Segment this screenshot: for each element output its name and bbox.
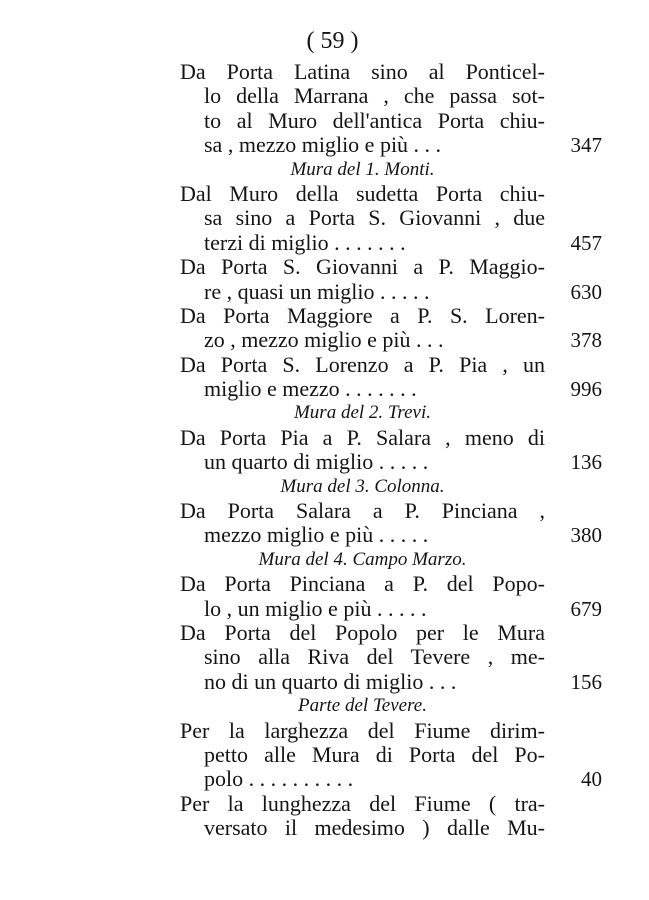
text-line — [180, 132, 602, 158]
text-line — [180, 182, 545, 206]
distance-value: 136 — [570, 450, 602, 475]
text-line — [180, 499, 545, 523]
line-text: Da Porta Latina sino al Ponticel- — [180, 59, 545, 84]
text-line — [180, 109, 545, 133]
line-text: petto alle Mura di Porta del Po- — [204, 741, 545, 767]
line-text: Da Porta S. Lorenzo a P. Pia , un — [180, 351, 545, 377]
line-text: Da Porta Salara a P. Pinciana , — [180, 498, 545, 524]
text-line — [180, 743, 545, 767]
distance-value: 156 — [570, 669, 602, 694]
line-text: Da Porta del Popolo per le Mura — [180, 619, 545, 645]
distance-value: 40 — [581, 767, 602, 792]
line-text: un quarto di miglio . . . . . — [204, 449, 429, 475]
text-line — [180, 376, 602, 402]
line-text: Mura del 3. Colonna. — [280, 475, 445, 497]
line-text: to al Muro dell'antica Porta chiu- — [204, 107, 545, 133]
text-line — [180, 792, 545, 816]
text-line — [180, 621, 545, 645]
line-text: zo , mezzo miglio e più . . . — [204, 327, 444, 353]
line-text: versato il medesimo ) dalle Mu- — [204, 815, 545, 841]
text-line — [180, 84, 545, 108]
distance-value: 380 — [570, 523, 602, 548]
text-line — [180, 327, 602, 353]
text-line — [180, 816, 545, 840]
text-line — [180, 426, 545, 450]
line-text: Parte del Tevere. — [298, 695, 427, 717]
line-text: Da Porta Maggiore a P. S. Loren- — [180, 302, 545, 328]
text-line — [180, 449, 602, 475]
line-text: Mura del 2. Trevi. — [293, 402, 432, 424]
text-line — [180, 719, 545, 743]
line-text: lo , un miglio e più . . . . . — [204, 595, 427, 621]
text-line — [180, 668, 602, 694]
line-text: lo della Marrana , che passa sot- — [204, 83, 545, 109]
line-text: terzi di miglio . . . . . . . — [204, 229, 406, 255]
section-heading — [180, 401, 545, 425]
line-text: Da Porta S. Giovanni a P. Maggio- — [180, 254, 545, 280]
text-line — [180, 353, 545, 377]
line-text: mezzo miglio e più . . . . . — [204, 522, 429, 548]
line-text: Per la lunghezza del Fiume ( tra- — [180, 790, 545, 816]
text-line — [180, 522, 602, 548]
text-line — [180, 278, 602, 304]
text-line — [180, 645, 545, 669]
text-block — [180, 59, 602, 841]
distance-value: 347 — [570, 133, 602, 158]
distance-value: 630 — [570, 279, 602, 304]
section-heading — [180, 158, 545, 182]
line-text: no di un quarto di miglio . . . — [204, 668, 457, 694]
line-text: Mura del 4. Campo Marzo. — [258, 548, 467, 570]
line-text: Per la larghezza del Fiume dirim- — [180, 717, 545, 743]
section-heading — [180, 694, 545, 718]
text-line — [180, 572, 545, 596]
text-line — [180, 304, 545, 328]
line-text: miglio e mezzo . . . . . . . — [204, 376, 417, 402]
line-text: re , quasi un miglio . . . . . — [204, 278, 430, 304]
line-text: polo . . . . . . . . . . — [204, 766, 354, 792]
line-text: sa , mezzo miglio e più . . . — [204, 132, 442, 158]
line-text: Dal Muro della sudetta Porta chiu- — [180, 180, 545, 206]
text-line — [180, 595, 602, 621]
distance-value: 996 — [570, 377, 602, 402]
section-heading — [180, 475, 545, 499]
distance-value: 457 — [570, 230, 602, 255]
line-text: Mura del 1. Monti. — [290, 158, 435, 180]
line-text: sino alla Riva del Tevere , me- — [204, 644, 545, 670]
text-line — [180, 229, 602, 255]
distance-value: 679 — [570, 596, 602, 621]
page-number: ( 59 ) — [306, 28, 359, 54]
text-line — [180, 206, 545, 230]
distance-value: 378 — [570, 328, 602, 353]
section-heading — [180, 548, 545, 572]
line-text: sa sino a Porta S. Giovanni , due — [204, 205, 545, 231]
line-text: Da Porta Pinciana a P. del Popo- — [180, 571, 545, 597]
line-text: Da Porta Pia a P. Salara , meno di — [180, 424, 545, 450]
text-line — [180, 255, 545, 279]
text-line — [180, 766, 602, 792]
text-line — [180, 60, 545, 84]
